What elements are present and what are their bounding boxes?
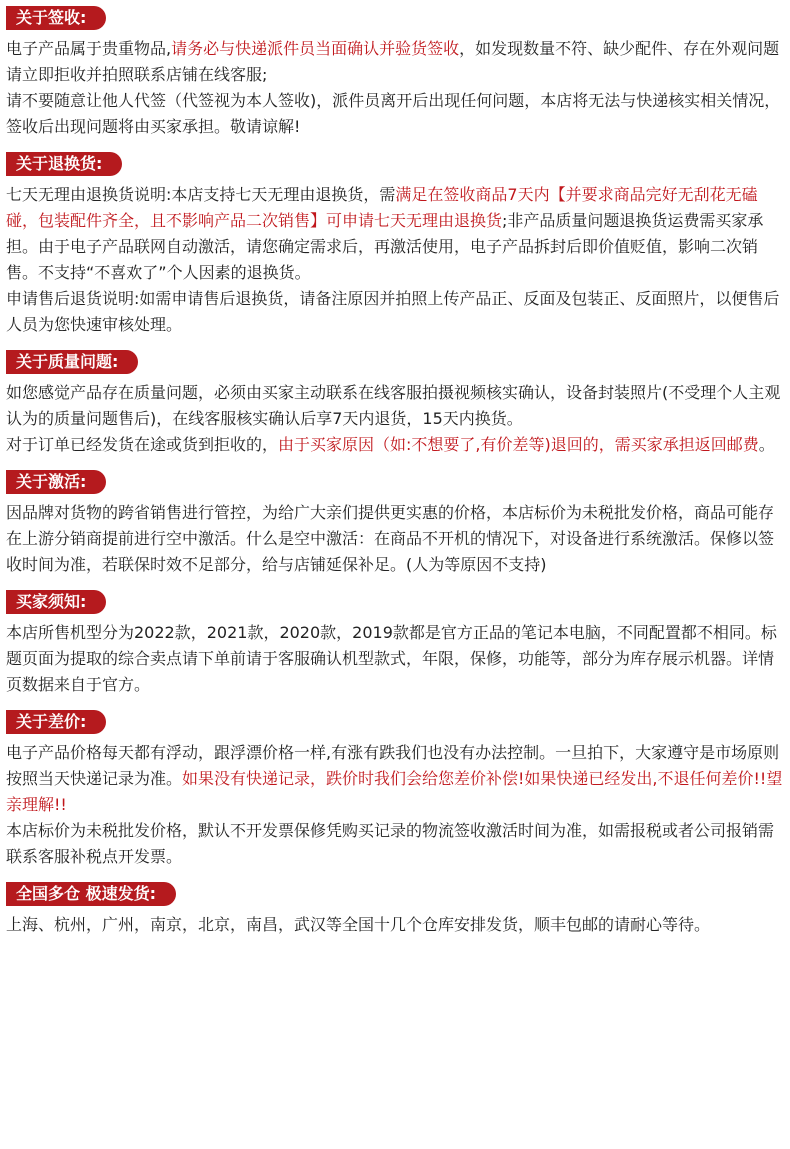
highlighted-text: 满足在签收商品7天内【并要求商品完好无刮花无磕碰，包装配件齐全，且不影响产品二次销售】可申请七天无理由退换货: [6, 185, 758, 230]
section-buyer-notice: [6, 590, 784, 698]
section-paragraph: [6, 912, 784, 938]
body-text: 本店标价为未税批发价格，默认不开发票保修凭购买记录的物流签收激活时间为准，如需报税或者公司报销需联系客服补税点开发票。: [6, 821, 775, 866]
section-quality: [6, 350, 784, 458]
body-text: 如您感觉产品存在质量问题，必须由买家主动联系在线客服拍摄视频核实确认，设备封装照片(不受理个人主观认为的质量问题售后)，在线客服核实确认后享7天内退货，15天内换货。: [6, 383, 781, 428]
body-text: 七天无理由退换货说明:本店支持七天无理由退换货，需: [6, 185, 396, 204]
section-activation: [6, 470, 784, 578]
highlighted-text: 由于买家原因（如:不想要了,有价差等)退回的，需买家承担返回邮费: [278, 435, 759, 454]
section-title-badge: 买家须知:: [6, 590, 106, 614]
body-text: 电子产品属于贵重物品,: [6, 39, 172, 58]
section-paragraph: [6, 88, 784, 140]
section-title-badge: 全国多仓 极速发货:: [6, 882, 176, 906]
section-title-badge: 关于激活:: [6, 470, 106, 494]
body-text: 本店所售机型分为2022款，2021款，2020款，2019款都是官方正品的笔记本电脑，不同配置都不相同。标题页面为提取的综合卖点请下单前请于客服确认机型款式，年限，保修，功能等，部分为库存展示机器。详情页数据来自于官方。: [6, 623, 777, 694]
body-text: 申请售后退货说明:如需申请售后退换货，请备注原因并拍照上传产品正、反面及包装正、反面照片，以便售后人员为您快速审核处理。: [6, 289, 780, 334]
section-title-badge: 关于差价:: [6, 710, 106, 734]
body-text: ;非产品质量问题退换货运费需买家承担。由于电子产品联网自动激活，请您确定需求后，再激活使用，电子产品拆封后即价值贬值，影响二次销售。不支持“不喜欢了”个人因素的退换货。: [6, 211, 764, 282]
section-title-badge: 关于质量问题:: [6, 350, 138, 374]
body-text: 电子产品价格每天都有浮动，跟浮漂价格一样,有涨有跌我们也没有办法控制。一旦拍下，大家遵守是市场原则按照当天快递记录为准。: [6, 743, 780, 788]
body-text: 上海、杭州，广州，南京，北京，南昌，武汉等全国十几个仓库安排发货，顺丰包邮的请耐心等待。: [6, 915, 711, 934]
section-paragraph: [6, 36, 784, 88]
highlighted-text: 请务必与快递派件员当面确认并验货签收: [171, 39, 460, 58]
section-shipping: [6, 882, 784, 938]
section-title-badge: 关于签收:: [6, 6, 106, 30]
body-text: ，如发现数量不符、缺少配件、存在外观问题请立即拒收并拍照联系店铺在线客服;: [6, 39, 780, 84]
body-text: 。: [758, 435, 775, 454]
section-paragraph: [6, 432, 784, 458]
body-text: 因品牌对货物的跨省销售进行管控，为给广大亲们提供更实惠的价格，本店标价为未税批发价格，商品可能存在上游分销商提前进行空中激活。什么是空中激活：在商品不开机的情况下，对设备进行系统激活。保修以签收时间为准，若联保时效不足部分，给与店铺延保补足。(人为等原因不支持): [6, 503, 775, 574]
section-paragraph: [6, 818, 784, 870]
section-paragraph: [6, 740, 784, 818]
section-paragraph: [6, 182, 784, 286]
section-returns: [6, 152, 784, 338]
body-text: 对于订单已经发货在途或货到拒收的，: [6, 435, 279, 454]
highlighted-text: 如果没有快递记录，跌价时我们会给您差价补偿!如果快递已经发出,不退任何差价!!望亲理解!!: [6, 769, 783, 814]
body-text: 请不要随意让他人代签（代签视为本人签收)，派件员离开后出现任何问题，本店将无法与快递核实相关情况，签收后出现问题将由买家承担。敬请谅解!: [6, 91, 781, 136]
section-paragraph: [6, 620, 784, 698]
policy-sections: [6, 6, 784, 938]
section-paragraph: [6, 380, 784, 432]
section-title-badge: 关于退换货:: [6, 152, 122, 176]
section-receipt: [6, 6, 784, 140]
section-paragraph: [6, 286, 784, 338]
section-price-difference: [6, 710, 784, 870]
section-paragraph: [6, 500, 784, 578]
